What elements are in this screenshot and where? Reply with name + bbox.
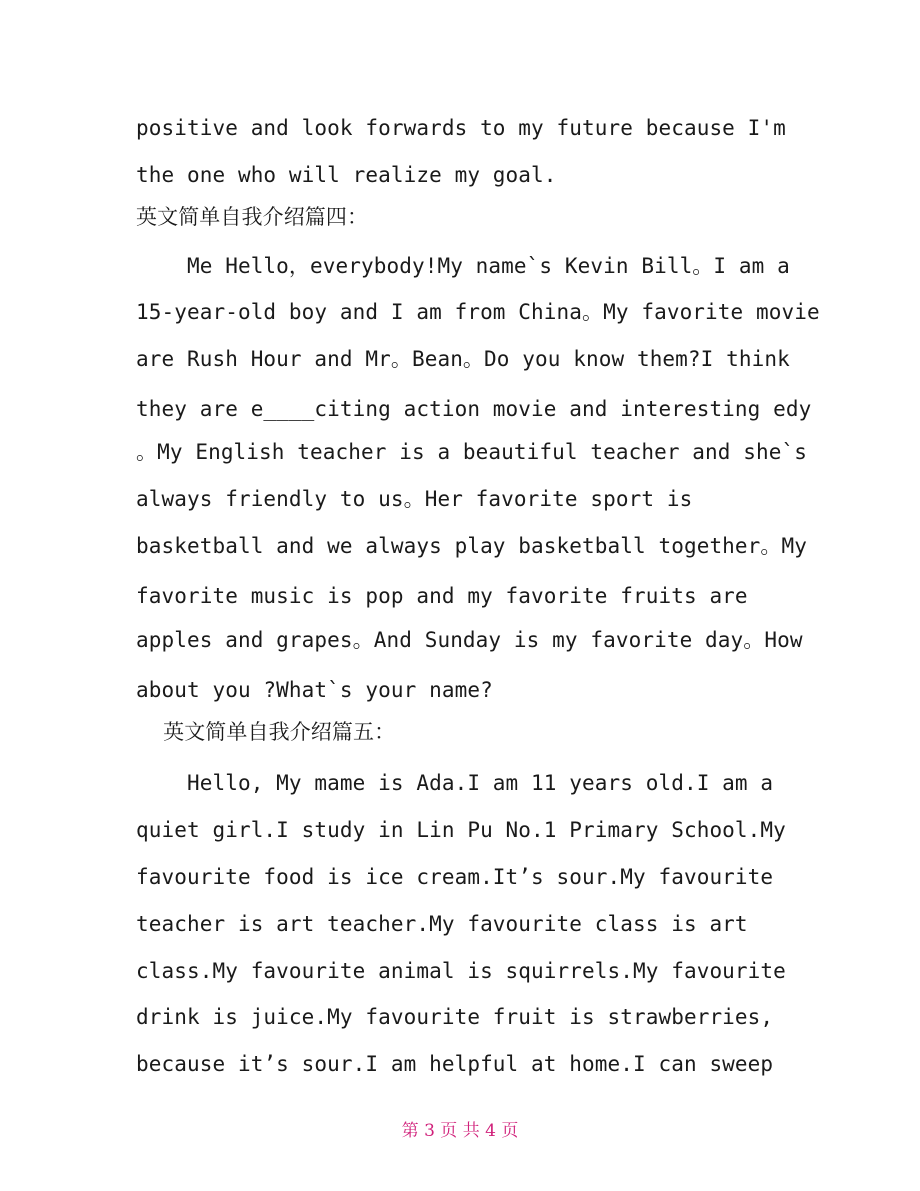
text-line: about you ?What`s your name? [136,678,493,702]
text-line: quiet girl.I study in Lin Pu No.1 Primary School.My [136,818,786,842]
text-line: class.My favourite animal is squirrels.My favourite [136,959,786,983]
text-line: always friendly to us。Her favorite sport is [136,487,693,511]
text-line: are Rush Hour and Mr。Bean。Do you know them?I think [136,347,790,371]
text-line: teacher is art teacher.My favourite class is art [136,912,748,936]
section-heading: 英文简单自我介绍篇五： [136,720,396,744]
text-line: 。My English teacher is a beautiful teacher and she`s [136,440,807,464]
text-line: favourite food is ice cream.It’s sour.My favourite [136,865,774,889]
text-line: because it’s sour.I am helpful at home.I can sweep [136,1052,774,1076]
page-indicator: 第 3 页 共 4 页 [401,1121,519,1141]
text-line: apples and grapes。And Sunday is my favorite day。How [136,628,803,652]
text-line: Me Hello，everybody!My name`s Kevin Bill。I am a [136,254,790,278]
text-line: 15-year-old boy and I am from China。My favorite movie [136,300,820,324]
text-line: basketball and we always play basketball together。My [136,534,807,558]
text-line: Hello, My mame is Ada.I am 11 years old.I am a [136,771,774,795]
text-line: drink is juice.My favourite fruit is strawberries, [136,1005,774,1029]
section-heading: 英文简单自我介绍篇四： [136,205,369,229]
text-line: positive and look forwards to my future because I'm [136,116,786,140]
text-line: favorite music is pop and my favorite fruits are [136,584,748,608]
text-line: the one who will realize my goal. [136,163,557,187]
text-line: they are e____citing action movie and interesting edy [136,397,812,421]
